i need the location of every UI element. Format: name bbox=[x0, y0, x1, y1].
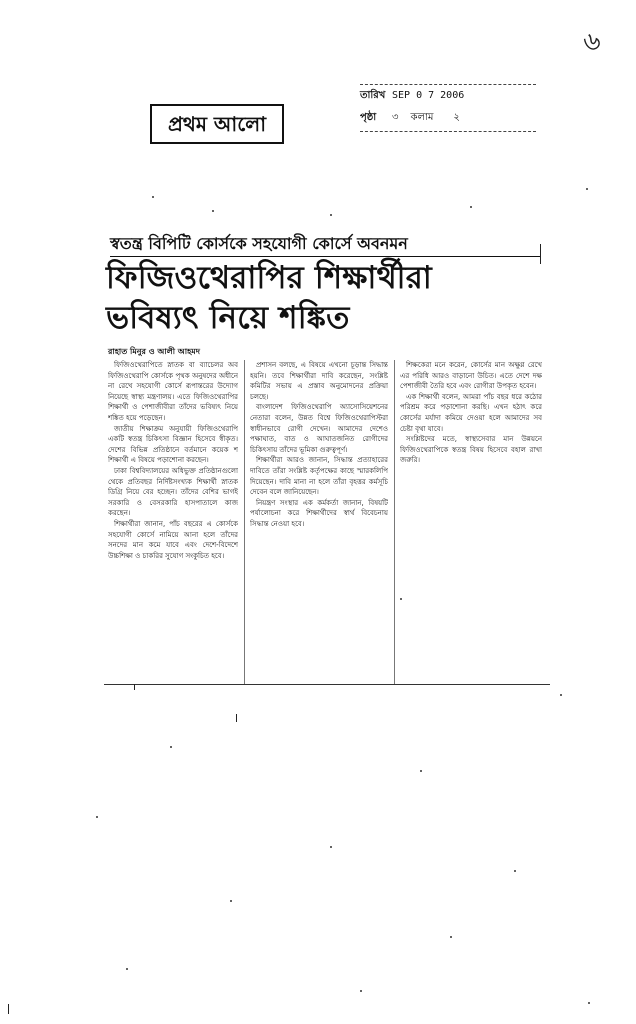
paragraph: ফিজিওথেরাপিতে স্নাতক বা ব্যাচেলর অব ফিজিওথেরাপি কোর্সকে পৃথক অনুষদের অধীনে না রেখে সহযোগী কোর্সে রূপান্তরের উদ্যোগ নিয়েছে স্বাস্থ্য মন্ত্রণালয়। এতে ফিজিওথেরাপির শিক্ষার্থী ও পেশাজীবীরা তাঁদের ভবিষ্যৎ নিয়ে শঙ্কিত হয়ে পড়েছেন। bbox=[108, 361, 238, 422]
article-column-1 bbox=[108, 360, 238, 684]
page-number-mark: ৬ bbox=[581, 25, 603, 59]
stamp-column-label: কলাম bbox=[410, 112, 434, 123]
scan-speck bbox=[96, 816, 98, 818]
scan-speck bbox=[420, 770, 422, 772]
paragraph: সংশ্লিষ্টদের মতে, স্বাস্থ্যসেবার মান উন্নয়নে ফিজিওথেরাপিকে স্বতন্ত্র বিষয় হিসেবে বহাল রাখা জরুরি। bbox=[400, 435, 542, 465]
scan-speck bbox=[230, 900, 232, 902]
headline-line-1: ফিজিওথেরাপির শিক্ষার্থীরা bbox=[106, 260, 432, 296]
paragraph: এক শিক্ষার্থী বলেন, আমরা পাঁচ বছর ধরে কঠোর পরিশ্রম করে পড়াশোনা করছি। এখন হঠাৎ করে কোর্সের মর্যাদা কমিয়ে দেওয়া হলে আমাদের সব চেষ্টা বৃথা যাবে। bbox=[400, 392, 542, 433]
stamp-page-value: ৩ bbox=[392, 112, 399, 123]
clipping-bottom-rule bbox=[104, 684, 550, 685]
article-column-3 bbox=[400, 360, 542, 540]
paragraph: শিক্ষার্থীরা জানান, পাঁচ বছরের এ কোর্সকে সহযোগী কোর্সে নামিয়ে আনা হলে তাঁদের সনদের মান কমে যাবে এবং দেশে-বিদেশে উচ্চশিক্ষা ও চাকরির সুযোগ সংকুচিত হবে। bbox=[108, 519, 238, 560]
headline-line-2: ভবিষ্যৎ নিয়ে শঙ্কিত bbox=[106, 300, 350, 336]
article-kicker: স্বতন্ত্র বিপিটি কোর্সকে সহযোগী কোর্সে অবনমন bbox=[110, 232, 540, 257]
paragraph: শিক্ষকেরা মনে করেন, কোর্সের মান অক্ষুণ্ণ রেখে এর পরিধি আরও বাড়ানো উচিত। এতে দেশে দক্ষ পেশাজীবী তৈরি হবে এবং রোগীরা উপকৃত হবেন। bbox=[400, 361, 542, 391]
stamp-date-value: SEP 0 7 2006 bbox=[392, 90, 465, 101]
scan-speck bbox=[330, 846, 332, 848]
scan-speck bbox=[514, 870, 516, 872]
scan-speck bbox=[170, 746, 172, 748]
stamp-page-label: পৃষ্ঠা bbox=[360, 112, 377, 123]
article-column-2 bbox=[250, 360, 388, 684]
paragraph: বাংলাদেশ ফিজিওথেরাপি অ্যাসোসিয়েশনের নেতারা বলেন, উন্নত বিশ্বে ফিজিওথেরাপিস্টরা স্বাধীনভাবে রোগী দেখেন। আমাদের দেশেও পক্ষাঘাত, বাত ও আঘাতজনিত রোগীদের চিকিৎসায় তাঁদের ভূমিকা গুরুত্বপূর্ণ। bbox=[250, 403, 388, 454]
paragraph: প্রশাসন বলছে, এ বিষয়ে এখনো চূড়ান্ত সিদ্ধান্ত হয়নি। তবে শিক্ষার্থীরা দাবি করেছেন, সংশ্লিষ্ট কমিটির সভায় এ প্রস্তাব অনুমোদনের প্রক্রিয়া চলছে। bbox=[250, 361, 388, 401]
paragraph: জাতীয় শিক্ষাক্রম অনুযায়ী ফিজিওথেরাপি একটি স্বতন্ত্র চিকিৎসা বিজ্ঞান হিসেবে স্বীকৃত। দেশের বিভিন্ন প্রতিষ্ঠানে বর্তমানে কয়েক শ শিক্ষার্থী এ বিষয়ে পড়াশোনা করছেন। bbox=[108, 424, 238, 465]
article-body bbox=[108, 360, 542, 684]
stamp-date-row bbox=[360, 85, 536, 107]
scan-speck bbox=[212, 210, 214, 212]
paragraph: নিয়ন্ত্রণ সংস্থার এক কর্মকর্তা জানান, বিষয়টি পর্যালোচনা করে শিক্ষার্থীদের স্বার্থ বিবেচনায় সিদ্ধান্ত নেওয়া হবে। bbox=[250, 498, 388, 528]
scan-speck bbox=[588, 1002, 590, 1004]
scan-speck bbox=[126, 968, 128, 970]
scan-speck bbox=[360, 990, 362, 992]
scan-speck bbox=[400, 598, 402, 600]
paragraph: শিক্ষার্থীরা আরও জানান, সিদ্ধান্ত প্রত্যাহারের দাবিতে তাঁরা সংশ্লিষ্ট কর্তৃপক্ষের কাছে স্মারকলিপি দিয়েছেন। দাবি মানা না হলে তাঁরা বৃহত্তর কর্মসূচি দেবেন বলে জানিয়েছেন। bbox=[250, 456, 388, 497]
column-divider bbox=[394, 360, 395, 684]
scan-mark bbox=[134, 684, 135, 690]
newspaper-masthead: প্রথম আলো bbox=[150, 104, 284, 144]
article-headline bbox=[106, 258, 540, 342]
stamp-page-row bbox=[360, 107, 536, 129]
paragraph: ঢাকা বিশ্ববিদ্যালয়ের অধিভুক্ত প্রতিষ্ঠানগুলো থেকে প্রতিবছর নির্দিষ্টসংখ্যক শিক্ষার্থী স্নাতক ডিগ্রি নিয়ে বের হচ্ছেন। তাঁদের বেশির ভাগই সরকারি ও বেসরকারি হাসপাতালে কাজ করছেন। bbox=[108, 466, 238, 518]
scan-mark bbox=[8, 1004, 9, 1014]
scan-speck bbox=[330, 214, 332, 216]
scan-mark bbox=[236, 714, 237, 722]
scan-speck bbox=[586, 188, 588, 190]
stamp-date-label: তারিখ bbox=[360, 90, 386, 101]
scan-speck bbox=[470, 206, 472, 208]
archive-stamp bbox=[360, 84, 536, 132]
scan-mark bbox=[540, 244, 541, 264]
scan-speck bbox=[152, 196, 154, 198]
stamp-column-value: ২ bbox=[453, 112, 460, 123]
column-divider bbox=[244, 360, 245, 684]
scan-speck bbox=[560, 694, 562, 696]
article-byline: রাহাত মিনুর ও আলী আহমদ bbox=[108, 347, 200, 356]
scan-speck bbox=[450, 936, 452, 938]
